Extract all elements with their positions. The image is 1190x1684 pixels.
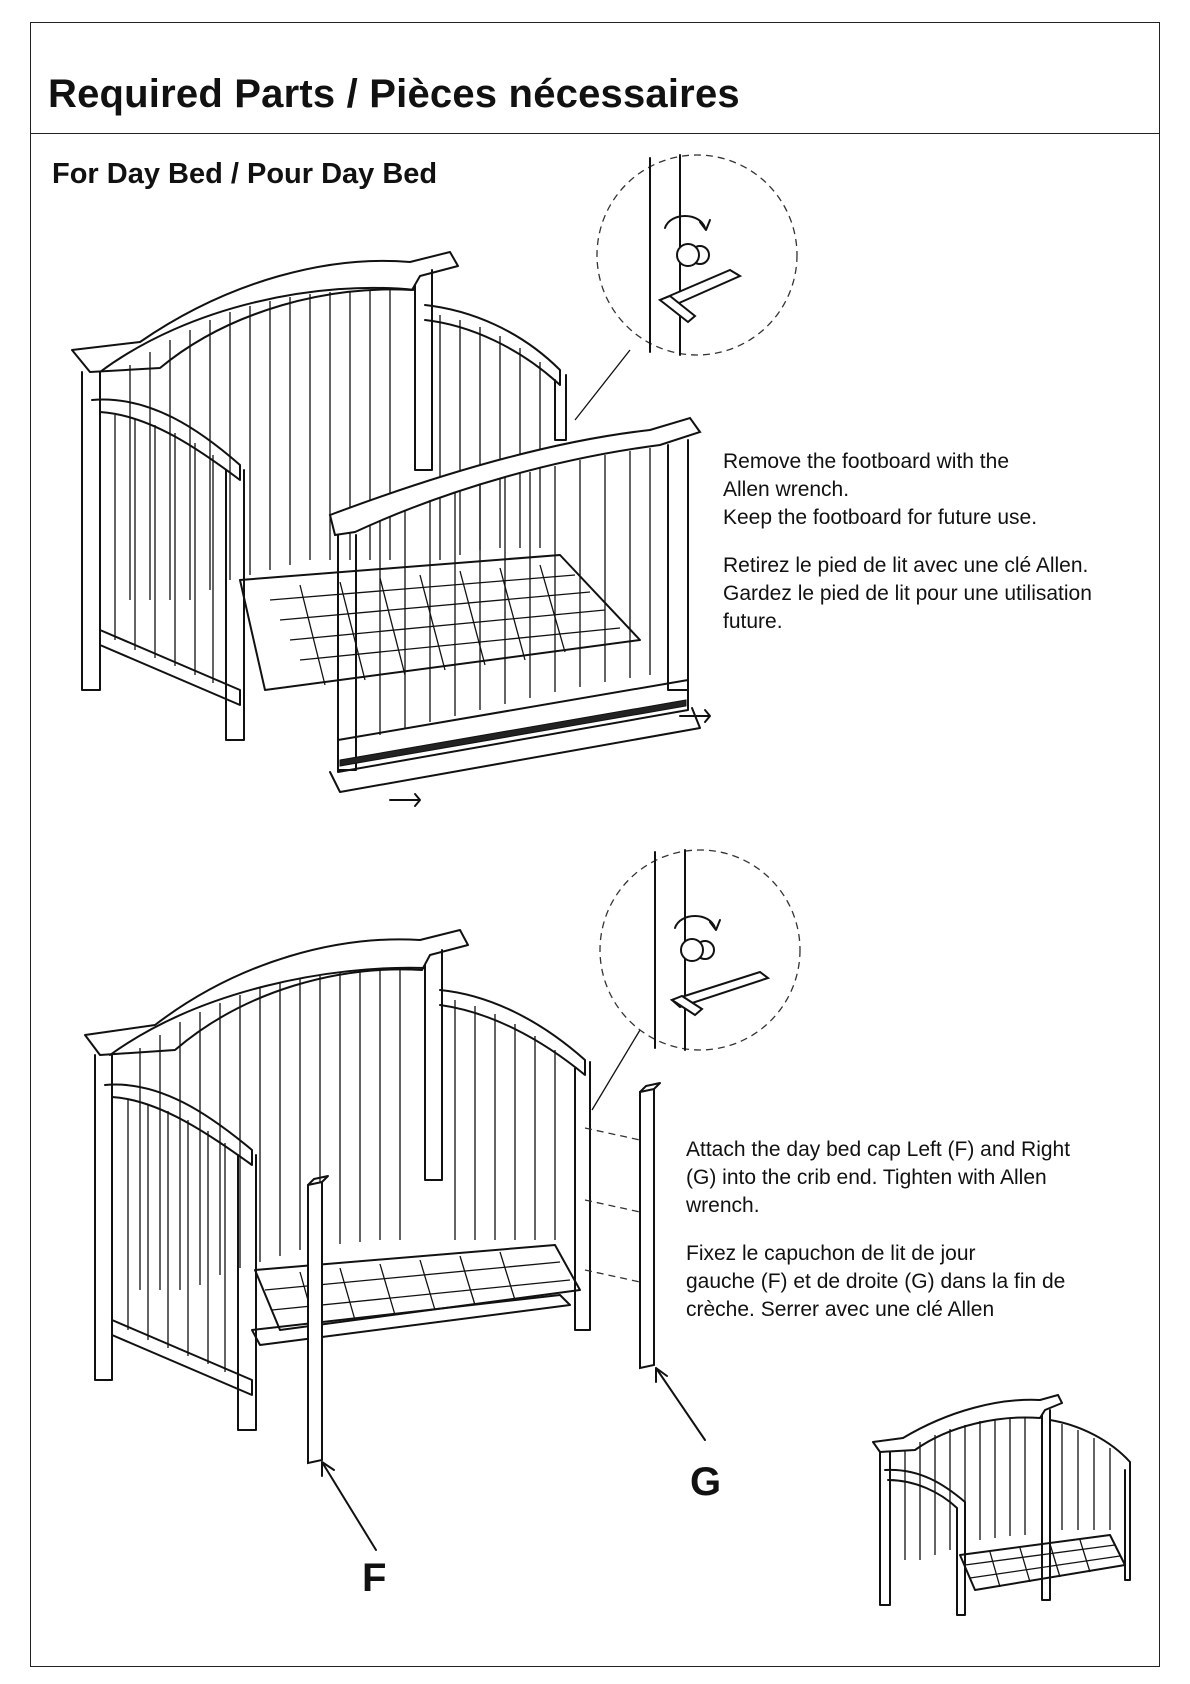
part-label-f: F bbox=[362, 1556, 387, 1600]
allen-wrench-detail-step2 bbox=[600, 850, 800, 1050]
cap-f-part bbox=[308, 1182, 322, 1463]
step1-text-en: Remove the footboard with the Allen wrench. Keep the footboard for future use. bbox=[723, 450, 1038, 529]
cap-g-part bbox=[640, 1089, 654, 1368]
step2-instructions bbox=[686, 1136, 1146, 1344]
step2-text-en: Attach the day bed cap Left (F) and Right (G) into the crib end. Tighten with Allen wrench. bbox=[686, 1138, 1071, 1217]
page-title: Required Parts / Pièces nécessaires bbox=[48, 72, 740, 116]
step2-text-fr: Fixez le capuchon de lit de jour gauche (F) et de droite (G) dans la fin de crèche. Serrer avec une clé Allen bbox=[686, 1242, 1066, 1321]
crib-illustration-step2 bbox=[85, 930, 705, 1550]
part-label-g: G bbox=[690, 1460, 722, 1504]
allen-wrench-detail-step1 bbox=[597, 155, 797, 355]
crib-illustration-step1 bbox=[72, 252, 710, 806]
section-title: For Day Bed / Pour Day Bed bbox=[52, 158, 438, 190]
step1-instructions bbox=[723, 448, 1163, 656]
step1-text-fr: Retirez le pied de lit avec une clé Allen. Gardez le pied de lit pour une utilisation future. bbox=[723, 554, 1092, 633]
completed-day-bed-thumbnail bbox=[873, 1395, 1130, 1615]
